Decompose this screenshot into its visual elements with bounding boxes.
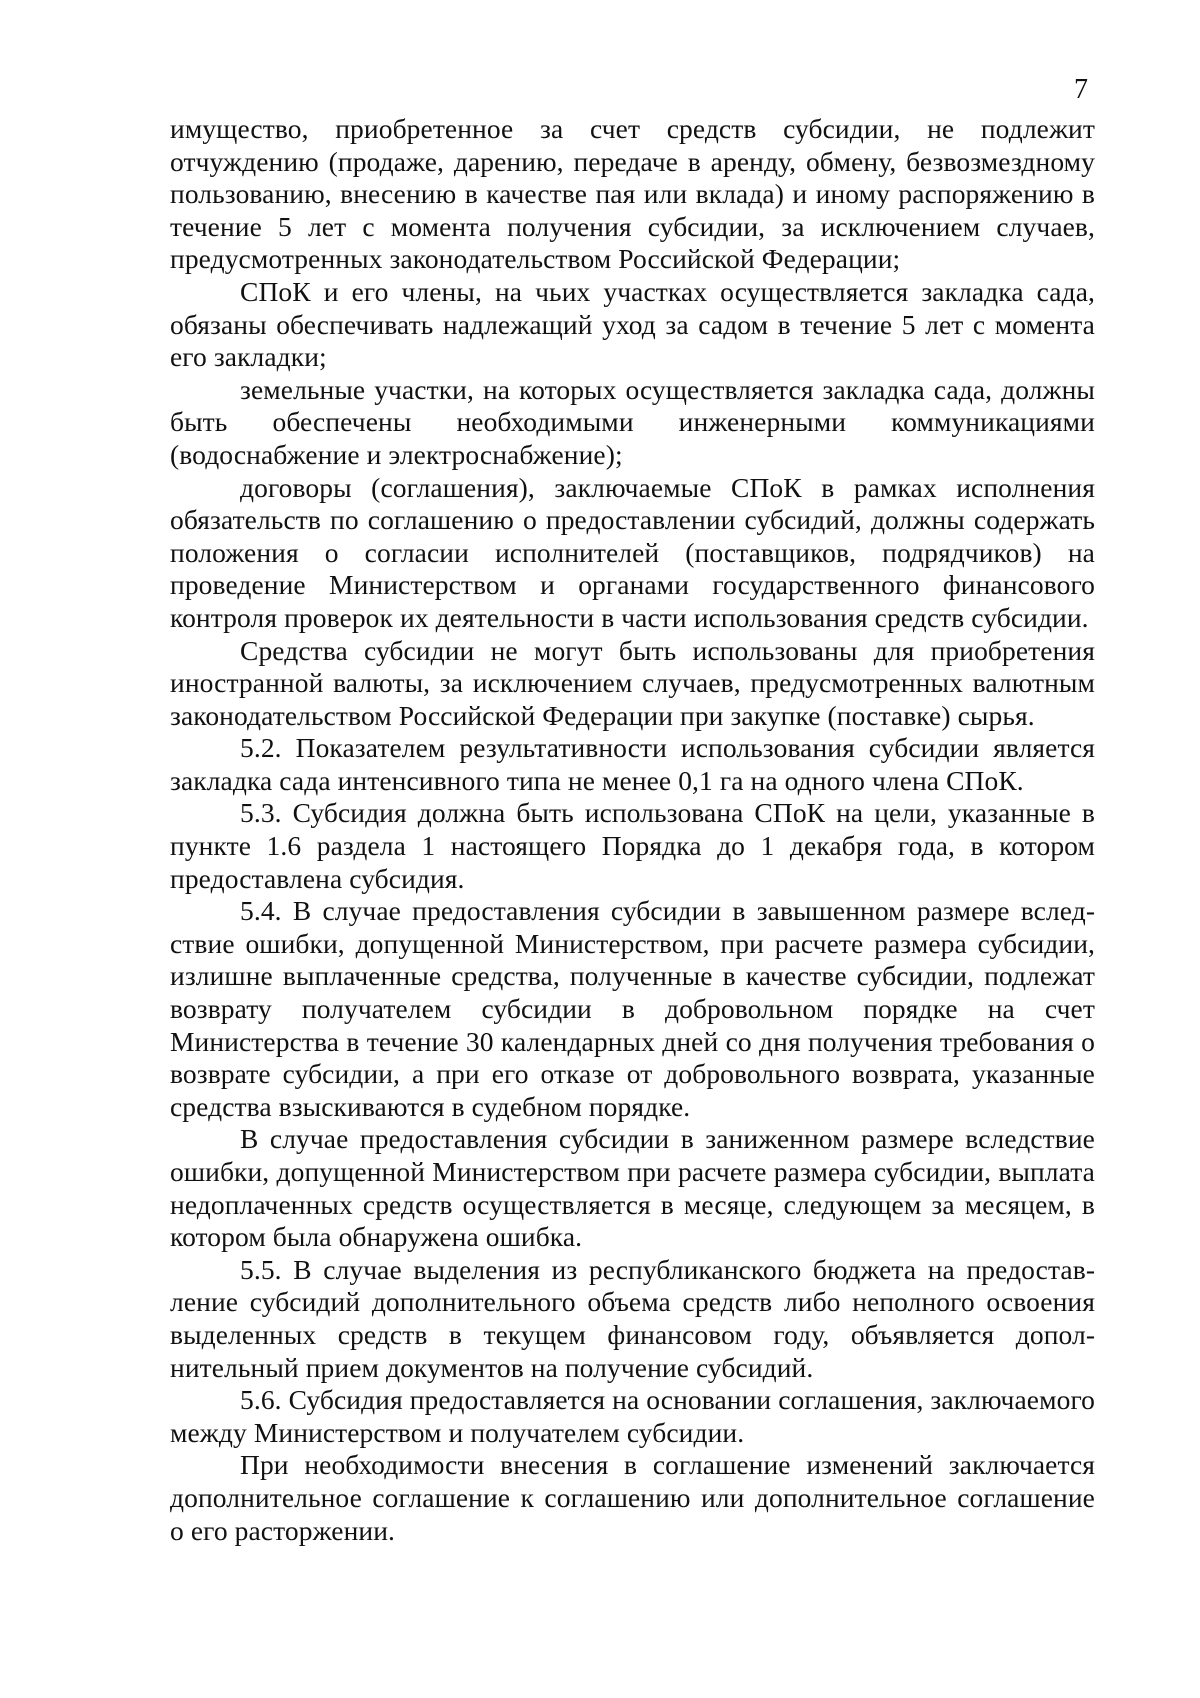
- paragraph-5-6: 5.6. Субсидия предоставляется на основании соглашения, заключаемого между Министерством и получателем субсидии.: [170, 1384, 1095, 1448]
- paragraph-contracts: договоры (соглашения), заключаемые СПоК в рамках исполнения обязательств по соглашению о предоставлении субсидий, должны содержать положения о согласии исполнителей (поставщиков, подрядчиков) на проведение Министерством и органами государственного финансового контроля проверок их деятельности в части использования средств субсидии.: [170, 471, 1095, 633]
- paragraph-property-restriction: имущество, приобретенное за счет средств субсидии, не подлежит отчуждению (продаже, дарению, передаче в аренду, обмену, безвозмездному пользованию, внесению в качестве пая или вклада) и иному распоряжению в течение 5 лет с момента получения субсидии, за исключением случаев, предусмотренных законодательством Российской Федерации;: [170, 113, 1095, 275]
- paragraph-underpayment: В случае предоставления субсидии в заниженном размере вследствие ошибки, допущенной Министерством при расчете размера субсидии, выплата недоплаченных средств осуществляется в месяце, следующем за месяцем, в котором была обнаружена ошибка.: [170, 1123, 1095, 1253]
- paragraph-5-3: 5.3. Субсидия должна быть использована СПоК на цели, указанные в пункте 1.6 раздела 1 настоящего Порядка до 1 декабря года, в котором предоставлена субсидия.: [170, 797, 1095, 894]
- paragraph-5-2: 5.2. Показателем результативности использования субсидии является закладка сада интенсивного типа не менее 0,1 га на одного члена СПоК.: [170, 732, 1095, 796]
- paragraph-garden-care: СПоК и его члены, на чьих участках осуществляется закладка сада, обязаны обеспечивать надлежащий уход за садом в течение 5 лет с момента его закладки;: [170, 275, 1095, 373]
- paragraph-5-4: 5.4. В случае предоставления субсидии в завышенном размере вследствие ошибки, допущенной Министерством, при расчете размера субсидии, излишне выплаченные средства, полученные в качестве субсидии, подлежат возврату получателем субсидии в добровольном порядке на счет Министерства в течение 30 календарных дней со дня получения требования о возврате субсидии, а при его отказе от добровольного возврата, указанные средства взыскиваются в судебном порядке.: [170, 895, 1095, 1122]
- paragraph-land-utilities: земельные участки, на которых осуществляется закладка сада, должны быть обеспечены необходимыми инженерными коммуникациями (водоснабжение и электроснабжение);: [170, 373, 1095, 470]
- page-number: 7: [1074, 74, 1088, 105]
- paragraph-foreign-currency: Средства субсидии не могут быть использованы для приобретения иностранной валюты, за исключением случаев, предусмотренных валютным законодательством Российской Федерации при закупке (поставке) сырья.: [170, 634, 1095, 731]
- paragraph-amendments: При необходимости внесения в соглашение изменений заключается дополнительное соглашение к соглашению или дополнительное соглашение о его расторжении.: [170, 1449, 1095, 1546]
- paragraph-5-5: 5.5. В случае выделения из республиканского бюджета на предоставление субсидий дополнительного объема средств либо неполного освоения выделенных средств в текущем финансовом году, объявляется дополнительный прием документов на получение субсидий.: [170, 1253, 1095, 1383]
- document-body: [170, 113, 1095, 1547]
